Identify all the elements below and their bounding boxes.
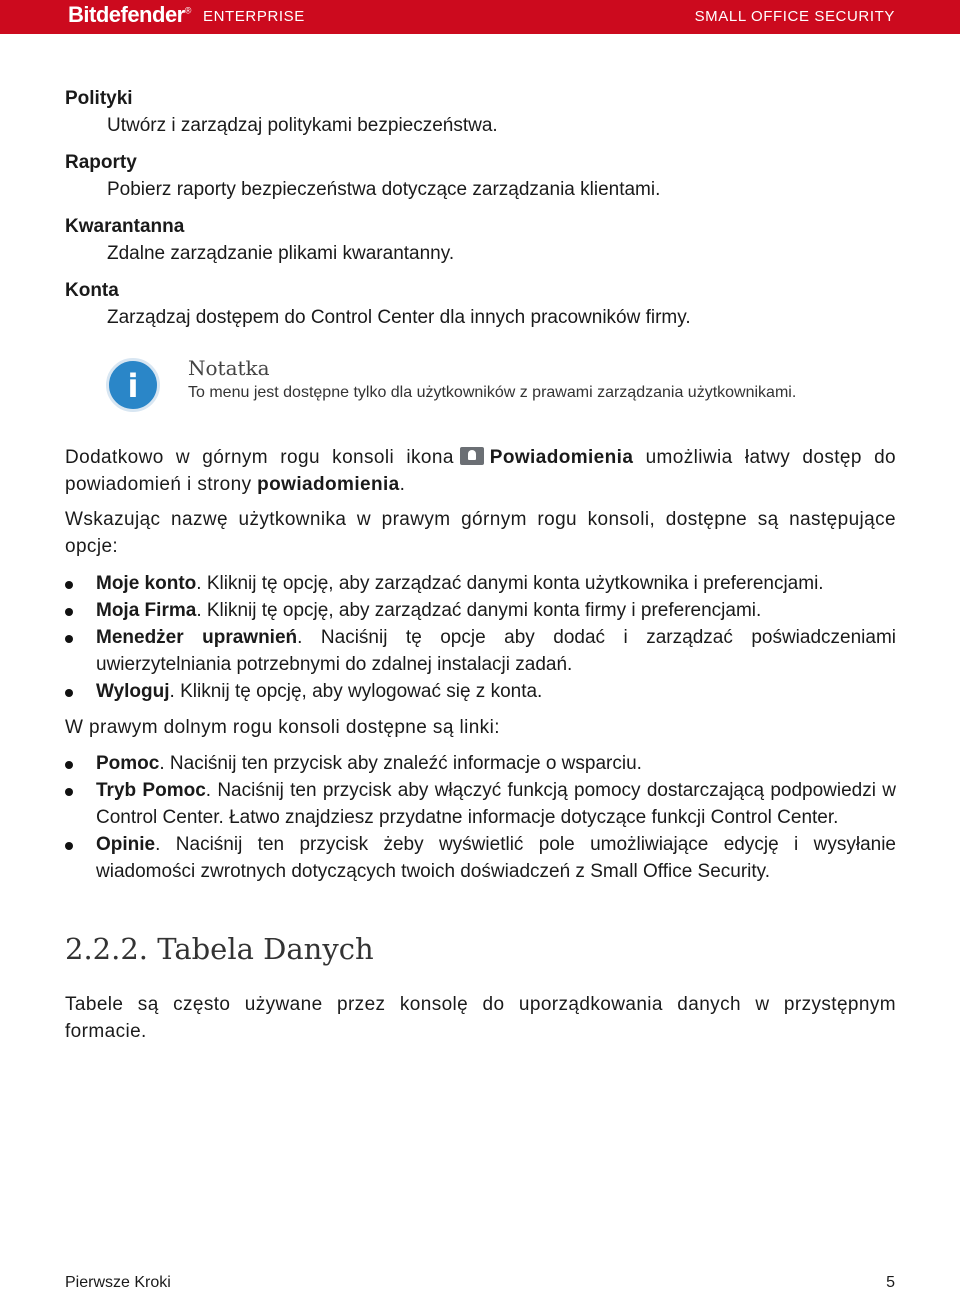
note-title: Notatka: [188, 356, 270, 380]
page-header: [0, 0, 960, 34]
definition-term: Polityki: [65, 88, 133, 109]
list-item: Opinie. Naciśnij ten przycisk żeby wyświetlić pole umożliwiające edycję i wysyłanie wiadomości zwrotnych dotyczących twoich doświadczeń z Small Office Security.: [65, 831, 896, 885]
brand-logo: Bitdefender®: [68, 2, 191, 27]
notifications-paragraph: Dodatkowo w górnym rogu konsoli ikona Powiadomienia umożliwia łatwy dostęp do powiadomień i strony powiadomienia.: [65, 447, 897, 495]
links-list: [65, 750, 896, 885]
list-item: Wyloguj. Kliknij tę opcję, aby wylogować się z konta.: [65, 678, 896, 705]
list-item: Moje konto. Kliknij tę opcję, aby zarządzać danymi konta użytkownika i preferencjami.: [65, 570, 896, 597]
definition-desc: Zdalne zarządzanie plikami kwarantanny.: [107, 243, 455, 264]
section-heading: 2.2.2. Tabela Danych: [65, 932, 374, 966]
edition-label: ENTERPRISE: [203, 8, 305, 25]
section-paragraph: Tabele są często używane przez konsolę do uporządkowania danych w przystępnym formacie.: [65, 994, 896, 1042]
footer-page-number: 5: [886, 1274, 895, 1291]
user-options-intro: Wskazując nazwę użytkownika w prawym górnym rogu konsoli, dostępne są następujące opcje:: [65, 509, 896, 557]
definition-term: Konta: [65, 280, 119, 301]
list-item: Moja Firma. Kliknij tę opcję, aby zarządzać danymi konta firmy i preferencjami.: [65, 597, 896, 624]
list-item: Menedżer uprawnień. Naciśnij tę opcje aby dodać i zarządzać poświadczeniami uwierzytelniania potrzebnymi do zdalnej instalacji zadań.: [65, 624, 896, 678]
definition-term: Kwarantanna: [65, 216, 185, 237]
definition-desc: Zarządzaj dostępem do Control Center dla innych pracowników firmy.: [107, 307, 691, 328]
list-item: Pomoc. Naciśnij ten przycisk aby znaleźć informacje o wsparciu.: [65, 750, 896, 777]
links-intro: W prawym dolnym rogu konsoli dostępne są linki:: [65, 717, 500, 738]
note-text: To menu jest dostępne tylko dla użytkowników z prawami zarządzania użytkownikami.: [188, 384, 797, 401]
product-label: SMALL OFFICE SECURITY: [694, 8, 895, 25]
definition-desc: Pobierz raporty bezpieczeństwa dotyczące zarządzania klientami.: [107, 179, 661, 200]
bell-icon: [460, 447, 484, 465]
definition-desc: Utwórz i zarządzaj politykami bezpieczeństwa.: [107, 115, 498, 136]
list-item: Tryb Pomoc. Naciśnij ten przycisk aby włączyć funkcją pomocy dostarczającą podpowiedzi w Control Center. Łatwo znajdziesz przydatne informacje dotyczące funkcji Control Center.: [65, 777, 896, 831]
definition-term: Raporty: [65, 152, 137, 173]
footer-chapter: Pierwsze Kroki: [65, 1274, 171, 1291]
user-options-list: [65, 570, 896, 705]
info-icon: i: [106, 358, 160, 412]
